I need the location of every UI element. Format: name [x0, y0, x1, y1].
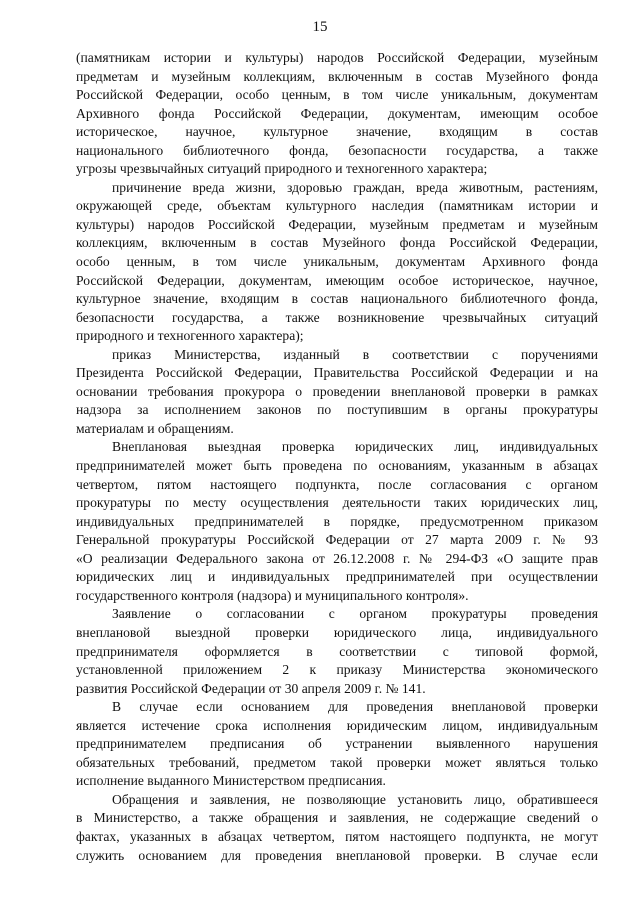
text-line: В случае если основанием для проведения внеплановой проверки	[112, 699, 598, 715]
text-line: Внеплановая выездная проверка юридических лиц, индивидуальных	[112, 439, 598, 455]
page-number: 15	[312, 19, 328, 35]
text-line: Заявление о согласовании с органом прокуратуры проведения	[112, 606, 598, 622]
text-line: государственного контроля (надзора) и муниципального контроля».	[76, 587, 469, 603]
text-line: Генеральной прокуратуры Российской Федерации от 27 марта 2009 г. № 93	[76, 532, 598, 548]
text-line: является истечение срока исполнения юридическим лицом, индивидуальным	[76, 717, 598, 733]
text-line: Обращения и заявления, не позволяющие установить лицо, обратившееся	[112, 791, 598, 807]
paragraph	[76, 49, 598, 179]
text-line: индивидуальных предпринимателей в порядке, предусмотренном приказом	[76, 513, 598, 529]
text-line: внеплановой выездной проверки юридического лица, индивидуального	[76, 624, 598, 640]
text-line: особо ценным, в том числе уникальным, документам Архивного фонда	[76, 254, 598, 270]
text-line: безопасности государства, а также возникновение чрезвычайных ситуаций	[76, 309, 598, 325]
text-line: Архивного фонда Российской Федерации, документам, имеющим особое	[76, 105, 598, 121]
text-line: Российской Федерации, документам, имеющим особое историческое, научное,	[76, 272, 598, 288]
text-line: развития Российской Федерации от 30 апреля 2009 г. № 141.	[76, 680, 426, 696]
text-line: культуры) народов Российской Федерации, музейным предметам и музейным	[76, 216, 598, 232]
text-line: предпринимателей может быть проведена по основаниям, указанным в абзацах	[76, 458, 598, 474]
text-line: юридических лиц и индивидуальных предпринимателей при осуществлении	[76, 569, 598, 585]
text-line: предпринимателем предписания об устранении выявленного нарушения	[76, 736, 598, 752]
paragraph	[76, 698, 598, 791]
text-line: фактах, указанных в абзацах четвертом, пятом настоящего подпункта, не могут	[76, 828, 598, 844]
paragraph	[76, 791, 598, 865]
text-line: исполнение выданного Министерством предписания.	[76, 773, 386, 789]
text-line: основании требования прокурора о проведении внеплановой проверки в рамках	[76, 383, 598, 399]
text-line: природного и техногенного характера);	[76, 328, 304, 344]
paragraph	[76, 438, 598, 605]
text-line: приказ Министерства, изданный в соответствии с поручениями	[112, 346, 598, 362]
text-line: надзора за исполнением законов по поступившим в органы прокуратуры	[76, 402, 598, 418]
text-line: материалам и обращениям.	[76, 420, 234, 436]
paragraph	[76, 179, 598, 346]
text-line: окружающей среде, объектам культурного наследия (памятникам истории и	[76, 198, 598, 214]
text-line: Российской Федерации, особо ценным, в том числе уникальным, документам	[76, 87, 598, 103]
text-line: угрозы чрезвычайных ситуаций природного и техногенного характера;	[76, 161, 488, 177]
text-line: в Министерство, а также обращения и заявления, не содержащие сведений о	[76, 810, 598, 826]
text-line: предпринимателя оформляется в соответствии с типовой формой,	[76, 643, 598, 659]
text-line: прокуратуры по месту осуществления деятельности таких юридических лиц,	[76, 495, 598, 511]
text-line: установленной приложением 2 к приказу Министерства экономического	[76, 662, 598, 678]
text-line: служить основанием для проведения внеплановой проверки. В случае если	[76, 847, 598, 863]
text-line: причинение вреда жизни, здоровью граждан, вреда животным, растениям,	[112, 179, 598, 195]
paragraph	[76, 346, 598, 439]
text-line: «О реализации Федерального закона от 26.12.2008 г. № 294-ФЗ «О защите прав	[76, 550, 598, 566]
paragraph	[76, 605, 598, 698]
text-line: (памятникам истории и культуры) народов Российской Федерации, музейным	[76, 50, 598, 65]
text-line: четвертом, пятом настоящего подпункта, после согласования с органом	[76, 476, 598, 492]
text-line: коллекциям, включенным в состав Музейного фонда Российской Федерации,	[76, 235, 598, 251]
text-line: обязательных требований, предметом такой проверки может являться только	[76, 754, 598, 770]
document-body	[76, 49, 598, 865]
text-line: предметам и музейным коллекциям, включенным в состав Музейного фонда	[76, 68, 598, 84]
text-line: Президента Российской Федерации, Правительства Российской Федерации и на	[76, 365, 598, 381]
text-line: историческое, научное, культурное значение, входящим в состав	[76, 124, 598, 140]
text-line: национального библиотечного фонда, безопасности государства, а также	[76, 142, 598, 158]
text-line: культурное значение, входящим в состав национального библиотечного фонда,	[76, 291, 598, 307]
